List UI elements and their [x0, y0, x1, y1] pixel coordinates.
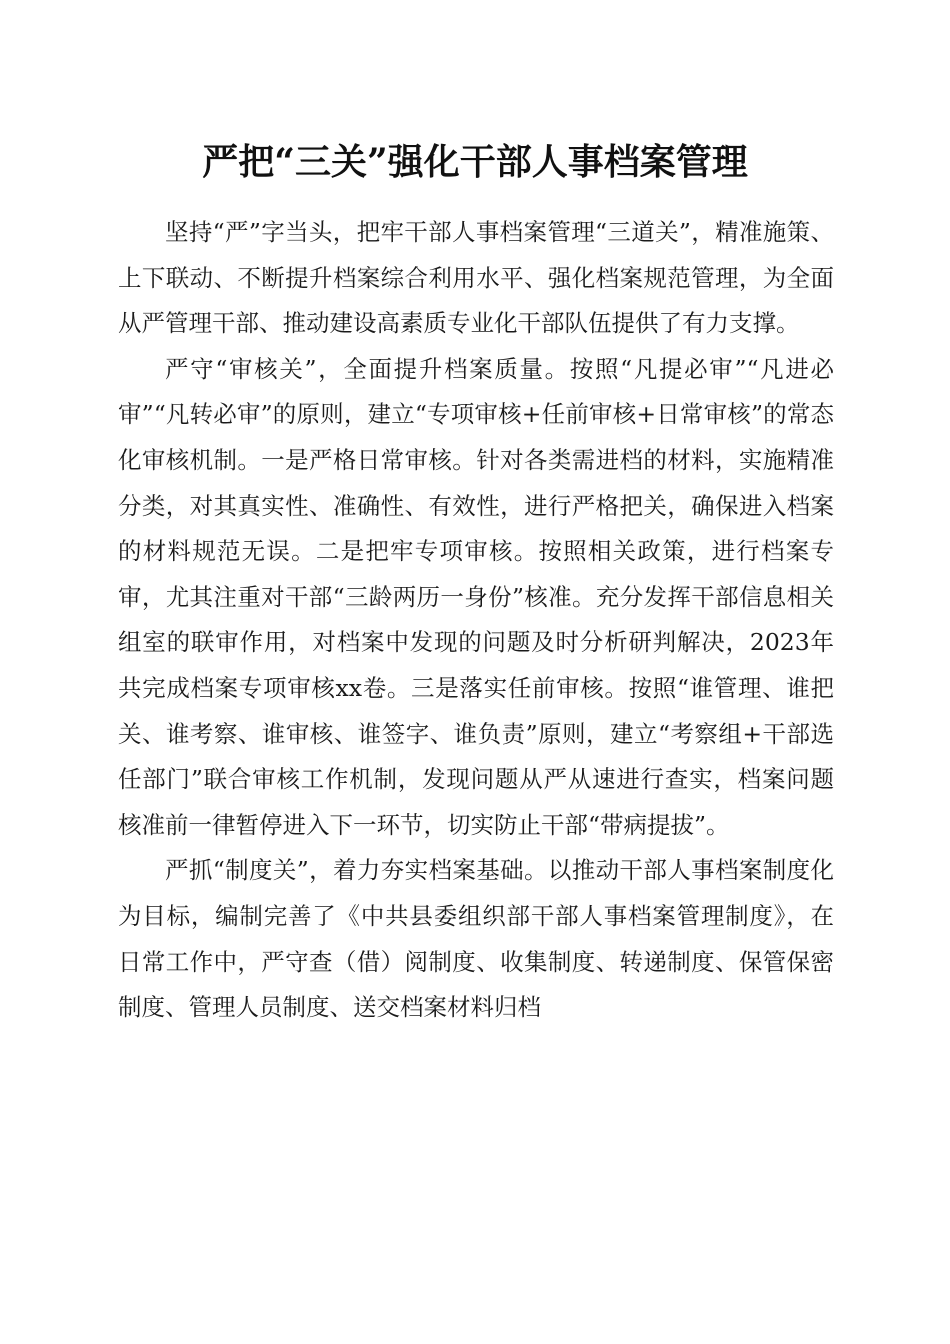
document-title: 严把“三关”强化干部人事档案管理 — [202, 141, 748, 183]
paragraph-review: 严守“审核关”，全面提升档案质量。按照“凡提必审”“凡进必审”“凡转必审”的原则，建立“专项审核+任前审核+日常审核”的常态化审核机制。一是严格日常审核。针对各类需进档的材料，实施精准分类，对其真实性、准确性、有效性，进行严格把关，确保进入档案的材料规范无误。二是把牢专项审核。按照相关政策，进行档案专审，尤其注重对干部“三龄两历一身份”核准。充分发挥干部信息相关组室的联审作用，对档案中发现的问题及时分析研判解决，2023年共完成档案专项审核xx卷。三是落实任前审核。按照“谁管理、谁把关、谁考察、谁审核、谁签字、谁负责”原则，建立“考察组+干部选任部门”联合审核工作机制，发现问题从严从速进行查实，档案问题核准前一律暂停进入下一环节，切实防止干部“带病提拔”。 — [118, 354, 834, 839]
document-body — [118, 210, 834, 1031]
paragraph-system: 严抓“制度关”，着力夯实档案基础。以推动干部人事档案制度化为目标，编制完善了《中共县委组织部干部人事档案管理制度》，在日常工作中，严守查（借）阅制度、收集制度、转递制度、保管保密制度、管理人员制度、送交档案材料归档 — [118, 856, 834, 1022]
paragraph-intro: 坚持“严”字当头，把牢干部人事档案管理“三道关”，精准施策、上下联动、不断提升档案综合利用水平、强化档案规范管理，为全面从严管理干部、推动建设高素质专业化干部队伍提供了有力支撑。 — [118, 218, 834, 338]
